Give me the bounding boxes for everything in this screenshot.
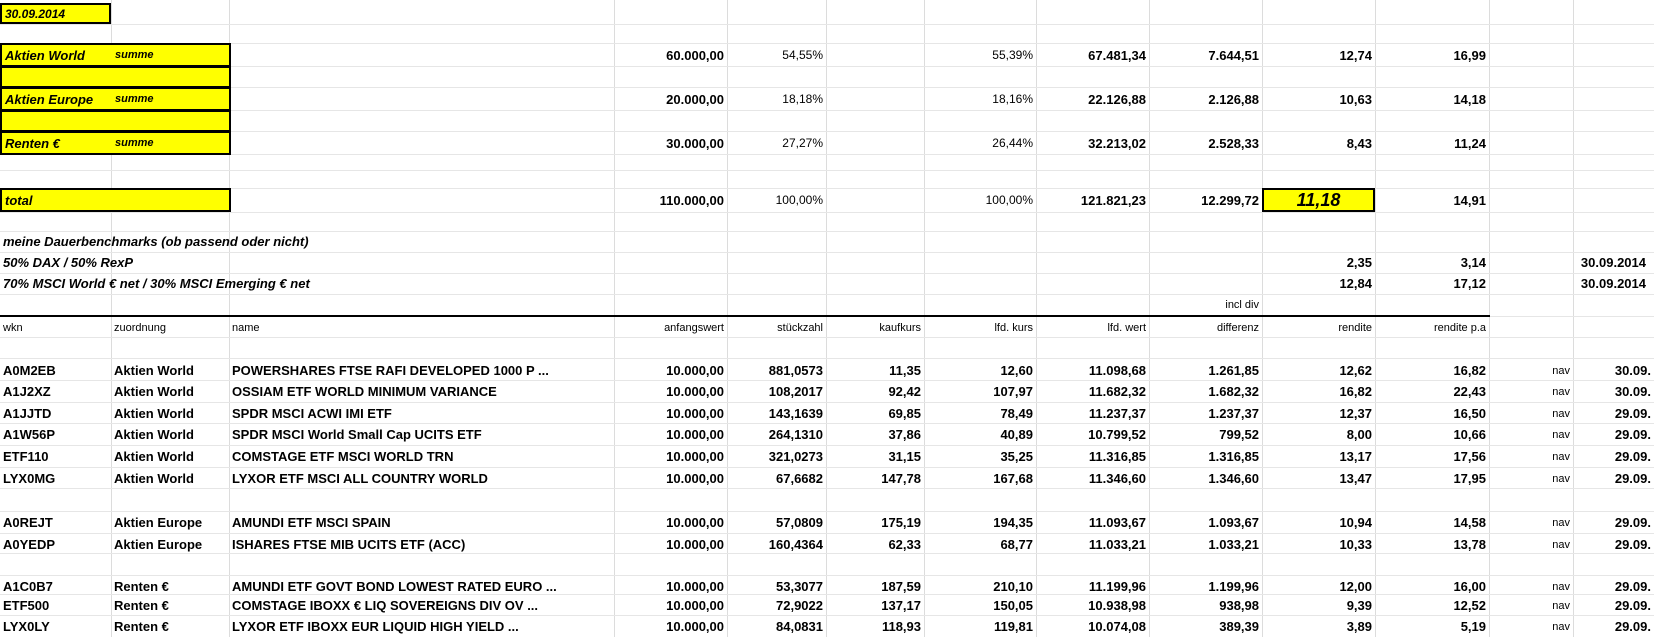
summary-rendite-pa[interactable]: 14,18	[1453, 91, 1486, 107]
cell-lfd-kurs[interactable]: 40,89	[1000, 427, 1033, 442]
cell-price-source[interactable]: nav	[1552, 428, 1570, 441]
cell-lfd-wert[interactable]: 11.682,32	[1088, 384, 1146, 399]
summary-rendite-pa[interactable]: 16,99	[1453, 47, 1486, 63]
cell-rendite-pa[interactable]: 12,52	[1453, 598, 1486, 613]
cell-name[interactable]: LYXOR ETF IBOXX EUR LIQUID HIGH YIELD ...	[232, 619, 519, 634]
summary-spacer-cell[interactable]	[0, 66, 231, 88]
total-anteil[interactable]: 100,00%	[775, 193, 823, 207]
cell-lfd-kurs[interactable]: 68,77	[1000, 537, 1033, 552]
cell-lfd-wert[interactable]: 11.346,60	[1088, 471, 1146, 486]
summary-anteil[interactable]: 54,55%	[782, 48, 823, 62]
cell-kaufkurs[interactable]: 118,93	[881, 619, 921, 634]
table-row	[0, 360, 1654, 381]
cell-price-date[interactable]: 29.09.	[1614, 598, 1651, 613]
cell-stueckzahl[interactable]: 160,4364	[768, 537, 823, 552]
cell-lfd-wert[interactable]: 10.074,08	[1088, 619, 1146, 634]
summary-row	[0, 131, 1654, 155]
cell-price-date[interactable]: 29.09.	[1614, 427, 1651, 442]
summary-spacer-cell[interactable]	[0, 110, 231, 132]
cell-name[interactable]: COMSTAGE ETF MSCI WORLD TRN	[232, 449, 454, 464]
cell-kaufkurs[interactable]: 147,78	[881, 471, 921, 486]
cell-wkn[interactable]: A1JJTD	[3, 406, 52, 421]
cell-lfd-kurs[interactable]: 150,05	[993, 598, 1033, 613]
cell-price-source[interactable]: nav	[1552, 580, 1570, 593]
cell-differenz[interactable]: 1.199,96	[1208, 579, 1259, 594]
summary-rendite[interactable]: 10,63	[1339, 91, 1372, 107]
total-anteil-aktuell[interactable]: 100,00%	[985, 193, 1033, 207]
cell-rendite[interactable]: 12,37	[1339, 406, 1372, 421]
summary-differenz[interactable]: 7.644,51	[1208, 47, 1259, 63]
cell-anfangswert[interactable]: 10.000,00	[666, 449, 724, 464]
summary-row	[0, 87, 1654, 111]
cell-lfd-wert[interactable]: 11.093,67	[1088, 515, 1146, 530]
summary-lfd-wert[interactable]: 32.213,02	[1088, 135, 1146, 151]
cell-lfd-kurs[interactable]: 35,25	[1000, 449, 1033, 464]
cell-anfangswert[interactable]: 10.000,00	[666, 384, 724, 399]
table-row	[0, 403, 1654, 424]
cell-lfd-wert[interactable]: 11.033,21	[1088, 537, 1146, 552]
cell-zuordnung[interactable]: Renten €	[114, 598, 169, 613]
summary-rendite-pa[interactable]: 11,24	[1454, 135, 1486, 151]
cell-kaufkurs[interactable]: 11,35	[889, 363, 921, 378]
benchmark-rendite-pa[interactable]: 3,14	[1460, 255, 1486, 270]
header-name[interactable]: name	[232, 322, 260, 334]
cell-anfangswert[interactable]: 10.000,00	[666, 471, 724, 486]
cell-rendite[interactable]: 8,00	[1346, 427, 1372, 442]
summary-anteil[interactable]: 27,27%	[782, 136, 823, 150]
spacer-row	[0, 110, 1654, 132]
cell-differenz[interactable]: 938,98	[1219, 598, 1259, 613]
benchmark-name[interactable]: 70% MSCI World € net / 30% MSCI Emerging € net	[3, 276, 310, 291]
cell-rendite-pa[interactable]: 22,43	[1453, 384, 1486, 399]
summary-differenz[interactable]: 2.126,88	[1208, 91, 1259, 107]
summary-sub-label: summe	[115, 49, 154, 61]
cell-kaufkurs[interactable]: 92,42	[888, 384, 921, 399]
cell-zuordnung[interactable]: Aktien World	[114, 427, 194, 442]
cell-name[interactable]: SPDR MSCI World Small Cap UCITS ETF	[232, 427, 482, 442]
header-kaufkurs[interactable]: kaufkurs	[879, 322, 921, 334]
cell-kaufkurs[interactable]: 69,85	[888, 406, 921, 421]
cell-lfd-wert[interactable]: 11.098,68	[1088, 363, 1146, 378]
summary-anfangswert[interactable]: 60.000,00	[666, 47, 724, 63]
cell-price-date[interactable]: 29.09.	[1614, 537, 1651, 552]
spacer-row	[0, 66, 1654, 88]
benchmark-rendite[interactable]: 2,35	[1346, 255, 1372, 270]
cell-rendite[interactable]: 12,62	[1339, 363, 1372, 378]
cell-rendite[interactable]: 10,33	[1339, 537, 1372, 552]
summary-label: Renten €	[5, 135, 60, 151]
cell-differenz[interactable]: 1.346,60	[1208, 471, 1259, 486]
table-row	[0, 424, 1654, 445]
cell-wkn[interactable]: ETF500	[3, 598, 50, 613]
cell-anfangswert[interactable]: 10.000,00	[666, 427, 724, 442]
table-row	[0, 595, 1654, 616]
cell-name[interactable]: AMUNDI ETF MSCI SPAIN	[232, 515, 391, 530]
cell-stueckzahl[interactable]: 84,0831	[776, 619, 823, 634]
cell-price-date[interactable]: 29.09.	[1614, 579, 1651, 594]
cell-lfd-kurs[interactable]: 107,97	[993, 384, 1033, 399]
cell-stueckzahl[interactable]: 321,0273	[768, 449, 823, 464]
cell-stueckzahl[interactable]: 264,1310	[768, 427, 823, 442]
cell-wkn[interactable]: ETF110	[3, 449, 49, 464]
total-anfangswert[interactable]: 110.000,00	[659, 192, 724, 208]
cell-lfd-wert[interactable]: 10.799,52	[1088, 427, 1146, 442]
cell-stueckzahl[interactable]: 67,6682	[776, 471, 823, 486]
cell-wkn[interactable]: A1C0B7	[3, 579, 53, 594]
benchmark-row	[0, 252, 1654, 273]
total-rendite-pa[interactable]: 14,91	[1453, 192, 1486, 208]
cell-anfangswert[interactable]: 10.000,00	[666, 537, 724, 552]
cell-rendite-pa[interactable]: 5,19	[1460, 619, 1486, 634]
cell-rendite[interactable]: 9,39	[1346, 598, 1372, 613]
summary-lfd-wert[interactable]: 22.126,88	[1088, 91, 1146, 107]
cell-rendite-pa[interactable]: 17,95	[1453, 471, 1486, 486]
cell-anfangswert[interactable]: 10.000,00	[666, 598, 724, 613]
cell-kaufkurs[interactable]: 37,86	[888, 427, 921, 442]
cell-zuordnung[interactable]: Renten €	[114, 579, 169, 594]
cell-rendite-pa[interactable]: 17,56	[1453, 449, 1486, 464]
table-row	[0, 576, 1654, 597]
summary-rendite[interactable]: 8,43	[1346, 135, 1372, 151]
summary-rendite[interactable]: 12,74	[1339, 47, 1372, 63]
cell-lfd-kurs[interactable]: 194,35	[993, 515, 1033, 530]
cell-anfangswert[interactable]: 10.000,00	[666, 515, 724, 530]
cell-wkn[interactable]: A0REJT	[3, 515, 53, 530]
summary-anteil[interactable]: 18,18%	[782, 92, 823, 106]
cell-zuordnung[interactable]: Aktien Europe	[114, 537, 203, 552]
cell-name[interactable]: SPDR MSCI ACWI IMI ETF	[232, 406, 392, 421]
cell-rendite[interactable]: 16,82	[1339, 384, 1372, 399]
cell-zuordnung[interactable]: Aktien World	[114, 449, 194, 464]
cell-zuordnung[interactable]: Aktien World	[114, 406, 194, 421]
cell-price-date[interactable]: 29.09.	[1614, 619, 1651, 634]
cell-anfangswert[interactable]: 10.000,00	[666, 406, 724, 421]
summary-anfangswert[interactable]: 30.000,00	[666, 135, 724, 151]
cell-differenz[interactable]: 1.237,37	[1208, 406, 1259, 421]
total-differenz[interactable]: 12.299,72	[1201, 192, 1259, 208]
cell-lfd-wert[interactable]: 11.316,85	[1088, 449, 1146, 464]
cell-differenz[interactable]: 1.093,67	[1208, 515, 1259, 530]
cell-kaufkurs[interactable]: 187,59	[881, 579, 921, 594]
cell-differenz[interactable]: 1.682,32	[1208, 384, 1259, 399]
benchmark-rendite-pa[interactable]: 17,12	[1453, 276, 1486, 291]
header-rendite-pa[interactable]: rendite p.a	[1434, 322, 1486, 334]
cell-stueckzahl[interactable]: 72,9022	[776, 598, 823, 613]
cell-wkn[interactable]: LYX0MG	[3, 471, 56, 486]
cell-wkn[interactable]: LYX0LY	[3, 619, 50, 634]
cell-stueckzahl[interactable]: 108,2017	[768, 384, 823, 399]
cell-rendite-pa[interactable]: 16,00	[1453, 579, 1486, 594]
cell-zuordnung[interactable]: Aktien World	[114, 384, 194, 399]
summary-label-cell[interactable]	[0, 43, 231, 67]
header-zuordnung[interactable]: zuordnung	[114, 322, 166, 334]
summary-lfd-wert[interactable]: 67.481,34	[1088, 47, 1146, 63]
cell-rendite[interactable]: 13,17	[1339, 449, 1372, 464]
cell-anfangswert[interactable]: 10.000,00	[666, 579, 724, 594]
summary-label: Aktien Europe	[5, 91, 94, 107]
cell-rendite[interactable]: 13,47	[1339, 471, 1372, 486]
cell-name[interactable]: ISHARES FTSE MIB UCITS ETF (ACC)	[232, 537, 466, 552]
benchmark-date[interactable]: 30.09.2014	[1580, 255, 1646, 270]
cell-kaufkurs[interactable]: 31,15	[888, 449, 921, 464]
header-rendite[interactable]: rendite	[1338, 322, 1372, 334]
cell-kaufkurs[interactable]: 137,17	[881, 598, 921, 613]
cell-zuordnung[interactable]: Aktien World	[114, 471, 194, 486]
total-row	[0, 188, 1654, 212]
header-differenz[interactable]: differenz	[1217, 322, 1259, 334]
cell-price-source[interactable]: nav	[1552, 364, 1570, 377]
cell-rendite-pa[interactable]: 13,78	[1453, 537, 1486, 552]
cell-name[interactable]: OSSIAM ETF WORLD MINIMUM VARIANCE	[232, 384, 497, 399]
cell-lfd-kurs[interactable]: 167,68	[993, 471, 1033, 486]
benchmark-name[interactable]: 50% DAX / 50% RexP	[3, 255, 134, 270]
cell-stueckzahl[interactable]: 881,0573	[768, 363, 823, 378]
cell-price-date[interactable]: 30.09.	[1614, 363, 1651, 378]
cell-lfd-wert[interactable]: 11.199,96	[1088, 579, 1146, 594]
cell-rendite[interactable]: 12,00	[1339, 579, 1372, 594]
cell-anfangswert[interactable]: 10.000,00	[666, 363, 724, 378]
table-row	[0, 512, 1654, 533]
table-row	[0, 468, 1654, 489]
cell-lfd-kurs[interactable]: 12,60	[1000, 363, 1033, 378]
cell-lfd-kurs[interactable]: 78,49	[1000, 406, 1033, 421]
table-row	[0, 616, 1654, 637]
cell-anfangswert[interactable]: 10.000,00	[666, 619, 724, 634]
cell-wkn[interactable]: A0YEDP	[3, 537, 56, 552]
cell-price-date[interactable]: 29.09.	[1614, 449, 1651, 464]
summary-anfangswert[interactable]: 20.000,00	[666, 91, 724, 107]
summary-anteil-aktuell[interactable]: 55,39%	[992, 48, 1033, 62]
cell-stueckzahl[interactable]: 57,0809	[776, 515, 823, 530]
table-row	[0, 381, 1654, 402]
cell-lfd-wert[interactable]: 11.237,37	[1088, 406, 1146, 421]
cell-price-source[interactable]: nav	[1552, 620, 1570, 633]
total-lfd-wert[interactable]: 121.821,23	[1080, 192, 1146, 208]
cell-stueckzahl[interactable]: 53,3077	[776, 579, 823, 594]
cell-price-source[interactable]: nav	[1552, 538, 1570, 551]
benchmark-heading-row	[0, 231, 1654, 252]
summary-differenz[interactable]: 2.528,33	[1208, 135, 1259, 151]
date-cell[interactable]: 30.09.2014	[0, 3, 111, 24]
total-rendite[interactable]: 11,18	[1262, 188, 1375, 212]
summary-anteil-aktuell[interactable]: 18,16%	[992, 92, 1033, 106]
cell-rendite-pa[interactable]: 16,82	[1453, 363, 1486, 378]
cell-lfd-wert[interactable]: 10.938,98	[1088, 598, 1146, 613]
header-lfd-wert[interactable]: lfd. wert	[1107, 322, 1146, 334]
incl-div-row	[0, 296, 1654, 314]
cell-name[interactable]: POWERSHARES FTSE RAFI DEVELOPED 1000 P ...	[232, 363, 549, 378]
cell-zuordnung[interactable]: Renten €	[114, 619, 169, 634]
summary-row	[0, 43, 1654, 67]
benchmark-date[interactable]: 30.09.2014	[1580, 276, 1646, 291]
header-stueckzahl[interactable]: stückzahl	[777, 322, 823, 334]
cell-rendite[interactable]: 3,89	[1346, 619, 1372, 634]
table-row	[0, 534, 1654, 555]
cell-wkn[interactable]: A1W56P	[3, 427, 56, 442]
header-anfangswert[interactable]: anfangswert	[664, 322, 724, 334]
cell-price-date[interactable]: 29.09.	[1614, 515, 1651, 530]
cell-rendite-pa[interactable]: 16,50	[1453, 406, 1486, 421]
benchmark-heading[interactable]: meine Dauerbenchmarks (ob passend oder nicht)	[3, 234, 309, 249]
cell-price-date[interactable]: 30.09.	[1614, 384, 1651, 399]
cell-differenz[interactable]: 1.033,21	[1208, 537, 1259, 552]
header-lfd-kurs[interactable]: lfd. kurs	[994, 322, 1033, 334]
summary-sub-label: summe	[115, 137, 154, 149]
cell-wkn[interactable]: A1J2XZ	[3, 384, 51, 399]
total-label[interactable]: total	[0, 188, 231, 212]
cell-lfd-kurs[interactable]: 210,10	[993, 579, 1033, 594]
cell-price-source[interactable]: nav	[1552, 385, 1570, 398]
cell-kaufkurs[interactable]: 175,19	[881, 515, 921, 530]
table-row	[0, 446, 1654, 467]
cell-price-date[interactable]: 29.09.	[1614, 471, 1651, 486]
cell-wkn[interactable]: A0M2EB	[3, 363, 56, 378]
cell-differenz[interactable]: 799,52	[1219, 427, 1259, 442]
cell-price-source[interactable]: nav	[1552, 599, 1570, 612]
cell-differenz[interactable]: 389,39	[1219, 619, 1259, 634]
summary-sub-label: summe	[115, 93, 154, 105]
cell-zuordnung[interactable]: Aktien World	[114, 363, 194, 378]
cell-lfd-kurs[interactable]: 119,81	[993, 619, 1033, 634]
benchmark-rendite[interactable]: 12,84	[1339, 276, 1372, 291]
cell-stueckzahl[interactable]: 143,1639	[768, 406, 823, 421]
cell-differenz[interactable]: 1.316,85	[1208, 449, 1259, 464]
cell-price-source[interactable]: nav	[1552, 472, 1570, 485]
cell-name[interactable]: COMSTAGE IBOXX € LIQ SOVEREIGNS DIV OV ...	[232, 598, 539, 613]
cell-zuordnung[interactable]: Aktien Europe	[114, 515, 203, 530]
cell-name[interactable]: AMUNDI ETF GOVT BOND LOWEST RATED EURO ...	[232, 579, 557, 594]
cell-name[interactable]: LYXOR ETF MSCI ALL COUNTRY WORLD	[232, 471, 488, 486]
cell-rendite-pa[interactable]: 10,66	[1453, 427, 1486, 442]
summary-label-cell[interactable]	[0, 87, 231, 111]
table-header-row	[0, 318, 1654, 338]
summary-label-cell[interactable]	[0, 131, 231, 155]
summary-anteil-aktuell[interactable]: 26,44%	[992, 136, 1033, 150]
incl-div-note[interactable]: incl div	[1225, 299, 1259, 311]
cell-price-source[interactable]: nav	[1552, 450, 1570, 463]
cell-differenz[interactable]: 1.261,85	[1208, 363, 1259, 378]
date-row	[0, 3, 1654, 24]
header-separator	[0, 315, 1490, 317]
cell-rendite[interactable]: 10,94	[1339, 515, 1372, 530]
cell-kaufkurs[interactable]: 62,33	[888, 537, 921, 552]
cell-rendite-pa[interactable]: 14,58	[1453, 515, 1486, 530]
benchmark-row	[0, 273, 1654, 294]
cell-price-source[interactable]: nav	[1552, 516, 1570, 529]
cell-price-source[interactable]: nav	[1552, 407, 1570, 420]
summary-label: Aktien World	[5, 47, 85, 63]
cell-price-date[interactable]: 29.09.	[1614, 406, 1651, 421]
header-wkn[interactable]: wkn	[3, 322, 23, 334]
